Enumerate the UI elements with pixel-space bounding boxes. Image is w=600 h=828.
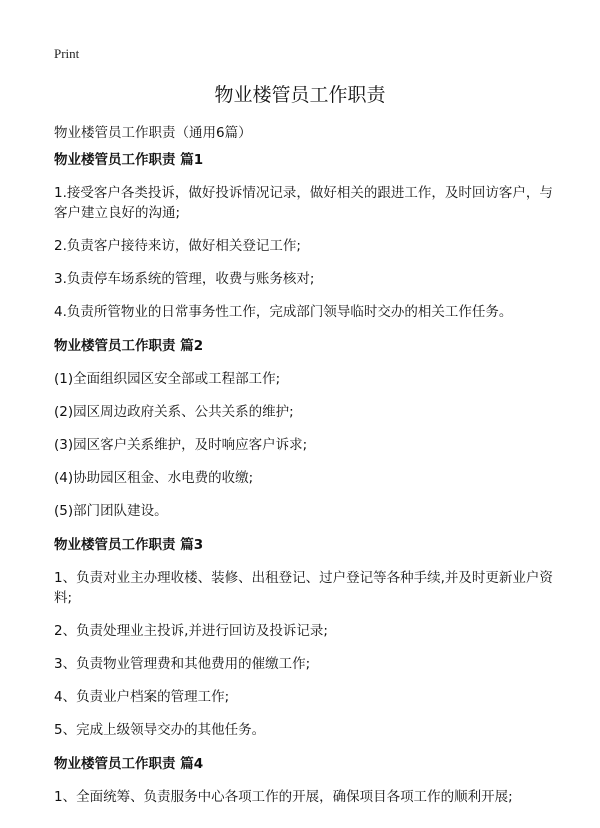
page-title: 物业楼管员工作职责 (214, 84, 386, 106)
section-heading: 物业楼管员工作职责 篇4 (54, 756, 204, 772)
list-item: 2.负责客户接待来访，做好相关登记工作; (54, 238, 301, 254)
list-item: 1、全面统筹、负责服务中心各项工作的开展，确保项目各项工作的顺利开展; (54, 789, 513, 805)
list-item: (2)园区周边政府关系、公共关系的维护; (54, 404, 294, 420)
list-item: 5、完成上级领导交办的其他任务。 (54, 722, 266, 738)
list-item: 3、负责物业管理费和其他费用的催缴工作; (54, 656, 311, 672)
list-item: (1)全面组织园区安全部或工程部工作; (54, 371, 281, 387)
document-body (54, 150, 554, 807)
list-item: 4、负责业户档案的管理工作; (54, 689, 230, 705)
section-heading: 物业楼管员工作职责 篇3 (54, 537, 204, 553)
list-item: 4.负责所管物业的日常事务性工作，完成部门领导临时交办的相关工作任务。 (54, 304, 513, 320)
section-heading: 物业楼管员工作职责 篇2 (54, 338, 204, 354)
list-item: 2、负责处理业主投诉,并进行回访及投诉记录; (54, 623, 328, 639)
list-item: 3.负责停车场系统的管理，收费与账务核对; (54, 271, 315, 287)
list-item: (3)园区客户关系维护，及时响应客户诉求; (54, 437, 308, 453)
document-subtitle: 物业楼管员工作职责（通用6篇） (54, 125, 252, 141)
list-item: 1.接受客户各类投诉，做好投诉情况记录，做好相关的跟进工作，及时回访客户，与客户建立良好的沟通; (54, 185, 553, 221)
list-item: (4)协助园区租金、水电费的收缴; (54, 470, 254, 486)
list-item: 1、负责对业主办理收楼、装修、出租登记、过户登记等各种手续,并及时更新业户资料; (54, 570, 553, 606)
section-heading: 物业楼管员工作职责 篇1 (54, 152, 204, 168)
list-item: (5)部门团队建设。 (54, 503, 168, 519)
print-label[interactable]: Print (54, 46, 80, 61)
